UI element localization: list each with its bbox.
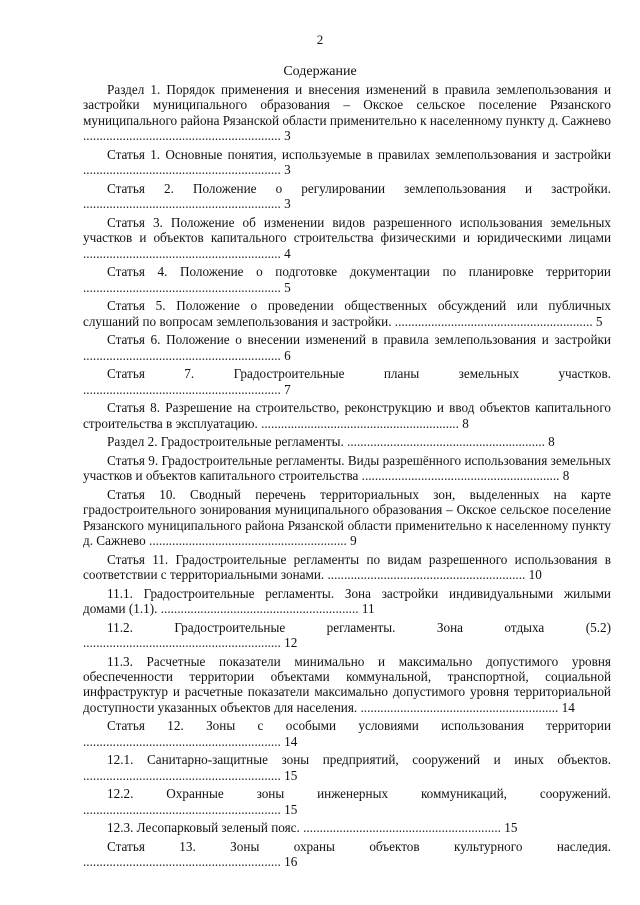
toc-entry-text: 11.3. Расчетные показатели минимально и максимально допустимого уровня обеспеченности территории объектами коммунальной, транспортной, социальной инфраструктур и расчетные показатели максимально допустимого уровня территориальной доступности указанных объектов для населения. bbox=[83, 653, 611, 715]
toc-entry-text: Статья 8. Разрешение на строительство, реконструкцию и ввод объектов капитального строительства в эксплуатацию. bbox=[83, 400, 611, 431]
toc-entry-text: Статья 12. Зоны с особыми условиями использования территории bbox=[107, 718, 611, 734]
toc-entry bbox=[83, 366, 611, 397]
toc-entry bbox=[83, 620, 611, 651]
toc-entry-page: 9 bbox=[350, 533, 357, 549]
toc-entry bbox=[83, 487, 611, 549]
dot-leader: ............................................................ bbox=[83, 196, 285, 212]
toc-entry bbox=[83, 718, 611, 749]
dot-leader: ............................................................ bbox=[83, 381, 285, 397]
dot-leader: ............................................................ bbox=[83, 733, 285, 749]
toc-entry-text: 11.1. Градостроительные регламенты. Зона застройки индивидуальными жилыми домами (1.1). bbox=[83, 585, 611, 617]
toc-entry-page: 16 bbox=[284, 854, 298, 870]
toc-entry-text: Статья 4. Положение о подготовке документации по планировке территории bbox=[107, 264, 611, 280]
dot-leader: ............................................................ bbox=[324, 567, 529, 583]
dot-leader: ............................................................ bbox=[358, 468, 563, 484]
toc-entry-text: Статья 9. Градостроительные регламенты. Виды разрешённого использования земельных участков и объектов капитального строительства bbox=[83, 452, 611, 484]
dot-leader: ............................................................ bbox=[257, 415, 463, 431]
toc-entry bbox=[83, 752, 611, 783]
toc-entry-text: Статья 6. Положение о внесении изменений в правила землепользования и застройки bbox=[107, 332, 611, 348]
toc-entry bbox=[83, 552, 611, 583]
toc-entry bbox=[83, 215, 611, 261]
dot-leader: ............................................................ bbox=[83, 767, 285, 783]
toc-entry-page: 12 bbox=[284, 635, 298, 651]
toc-entry-text: 11.2. Градостроительные регламенты. Зона отдыха (5.2) bbox=[107, 619, 611, 635]
toc-entry-page: 4 bbox=[284, 245, 291, 261]
toc-entry-page: 3 bbox=[284, 196, 291, 212]
toc-entry-text: Статья 13. Зоны охраны объектов культурного наследия. bbox=[107, 839, 611, 855]
table-of-contents bbox=[83, 82, 611, 873]
toc-entry bbox=[83, 820, 611, 835]
toc-entry-page: 3 bbox=[284, 162, 291, 178]
toc-entry-page: 11 bbox=[361, 601, 375, 617]
dot-leader: ............................................................ bbox=[83, 162, 285, 178]
toc-entry-page: 14 bbox=[284, 733, 298, 749]
toc-entry-text: 12.1. Санитарно-защитные зоны предприятий, сооружений и иных объектов. bbox=[107, 752, 611, 768]
toc-entry-text: Статья 11. Градостроительные регламенты по видам разрешенного использования в соответствии с территориальными зонами. bbox=[83, 551, 611, 583]
dot-leader: ............................................................ bbox=[357, 699, 562, 715]
toc-entry-text: Статья 7. Градостроительные планы земельных участков. bbox=[107, 366, 611, 382]
toc-entry bbox=[83, 82, 611, 144]
toc-entry bbox=[83, 586, 611, 617]
toc-entry bbox=[83, 332, 611, 363]
dot-leader: ............................................................ bbox=[83, 279, 285, 295]
toc-entry bbox=[83, 298, 611, 329]
dot-leader: ............................................................ bbox=[145, 533, 351, 549]
toc-entry bbox=[83, 147, 611, 178]
toc-entry-text: Статья 2. Положение о регулировании землепользования и застройки. bbox=[107, 180, 611, 196]
toc-entry bbox=[83, 786, 611, 817]
toc-entry-text: Статья 1. Основные понятия, используемые в правилах землепользования и застройки bbox=[107, 146, 611, 162]
toc-entry-page: 6 bbox=[284, 347, 291, 363]
toc-entry-page: 10 bbox=[528, 567, 542, 583]
toc-entry-text: Раздел 2. Градостроительные регламенты. bbox=[107, 434, 344, 450]
dot-leader: ............................................................ bbox=[83, 801, 285, 817]
dot-leader: ............................................................ bbox=[83, 854, 285, 870]
dot-leader: ............................................................ bbox=[343, 434, 549, 450]
toc-entry-page: 15 bbox=[284, 767, 298, 783]
dot-leader: ............................................................ bbox=[83, 128, 285, 144]
toc-entry-page: 5 bbox=[595, 313, 603, 329]
toc-entry-text: Статья 5. Положение о проведении общественных обсуждений или публичных слушаний по вопросам землепользования и застройки. bbox=[83, 298, 611, 329]
dot-leader: ............................................................ bbox=[83, 245, 285, 261]
toc-entry-page: 8 bbox=[462, 415, 469, 431]
toc-entry-text: 12.3. Лесопарковый зеленый пояс. bbox=[107, 820, 300, 836]
toc-entry bbox=[83, 181, 611, 212]
toc-entry bbox=[83, 839, 611, 870]
toc-entry-page: 5 bbox=[284, 279, 291, 295]
toc-entry-page: 3 bbox=[284, 128, 291, 144]
toc-entry-text: 12.2. Охранные зоны инженерных коммуникаций, сооружений. bbox=[107, 786, 611, 802]
toc-entry-text: Статья 3. Положение об изменении видов разрешенного использования земельных участков и объектов капитального строительства физическими и юридическими лицами bbox=[83, 214, 611, 246]
dot-leader: ............................................................ bbox=[391, 313, 596, 329]
dot-leader: ............................................................ bbox=[83, 347, 285, 363]
toc-title: Содержание bbox=[283, 64, 357, 79]
toc-entry-page: 15 bbox=[284, 801, 298, 817]
toc-entry bbox=[83, 264, 611, 295]
page-number: 2 bbox=[316, 32, 324, 47]
dot-leader: ............................................................ bbox=[83, 635, 285, 651]
toc-entry-page: 8 bbox=[548, 434, 555, 450]
toc-entry bbox=[83, 400, 611, 431]
toc-entry bbox=[83, 453, 611, 484]
toc-entry-page: 15 bbox=[504, 820, 518, 836]
toc-entry-page: 14 bbox=[561, 699, 575, 715]
dot-leader: ............................................................ bbox=[157, 601, 362, 617]
dot-leader: ............................................................ bbox=[299, 820, 505, 836]
toc-entry-page: 7 bbox=[284, 381, 291, 397]
toc-entry bbox=[83, 654, 611, 716]
toc-entry-text: Раздел 1. Порядок применения и внесения изменений в правила землепользования и застройки муниципального образования – Окское сельское поселение Рязанского муниципального района Рязанской области применительно к населенному пункту д. Сажнево bbox=[83, 82, 611, 128]
toc-entry-text: Статья 10. Сводный перечень территориальных зон, выделенных на карте градостроительного зонирования муниципального образования – Окское сельское поселение Рязанского муниципального района Рязанской области применительно к населенному пункту д. Сажнево bbox=[83, 486, 611, 549]
toc-entry bbox=[83, 434, 611, 449]
toc-entry-page: 8 bbox=[562, 468, 570, 484]
